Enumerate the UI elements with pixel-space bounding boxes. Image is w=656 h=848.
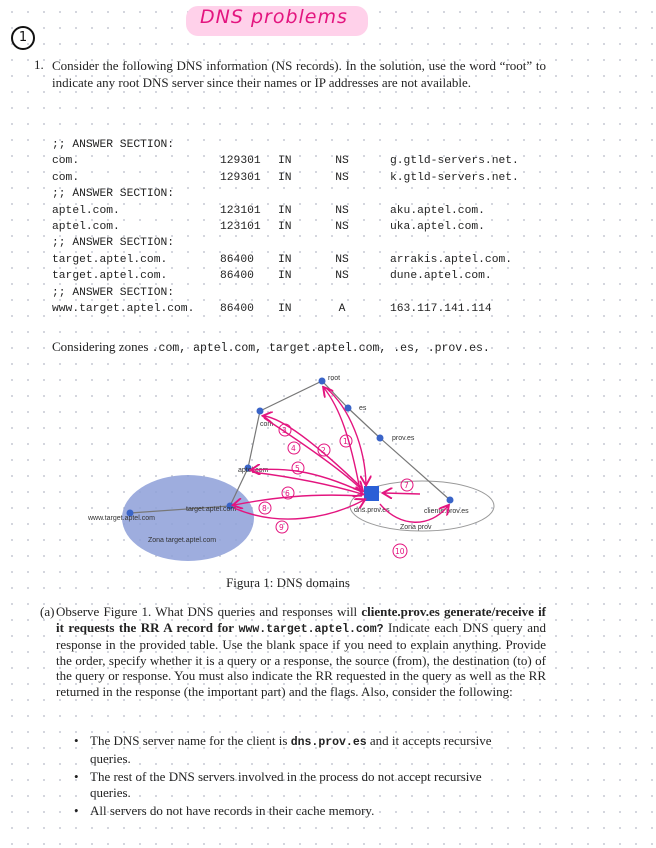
label-zone-target: Zona target.aptel.com <box>148 537 217 544</box>
ann-10: 10 <box>395 547 405 556</box>
record-class: IN <box>278 270 292 283</box>
record-value: aku.aptel.com. <box>390 204 485 217</box>
record-name: aptel.com. <box>52 220 120 233</box>
record-ttl: 129301 <box>220 155 261 168</box>
record-value: arrakis.aptel.com. <box>390 253 513 266</box>
record-name: com. <box>52 155 80 168</box>
title-annotation: DNS problems <box>200 6 348 28</box>
part-a-label: (a) <box>40 604 55 619</box>
zones-sentence <box>52 339 490 355</box>
record-value: 163.117.141.114 <box>390 302 492 315</box>
part-a-rest: Indicate each DNS query and response in the provided table. Use the blank space if you need to explain anything. Provide the order, specify whether it is a query or a response, the source (from), the destination (to) of the query or response. You must also indicate the RR requested in the query as well as the RR returned in the response (the important part) and the flags. Also, consider the following: <box>56 619 547 699</box>
node-dns-prov-es <box>364 486 379 501</box>
node-root <box>319 378 326 385</box>
record-class: IN <box>278 204 292 217</box>
label-root: root <box>328 375 341 382</box>
record-name: com. <box>52 171 80 184</box>
record-value: dune.aptel.com. <box>390 270 492 283</box>
label-com: com <box>260 421 274 428</box>
record-type: NS <box>335 253 349 266</box>
record-type: NS <box>335 171 349 184</box>
record-type: NS <box>335 270 349 283</box>
bullet-1: • The DNS server name for the client is dns.prov.es and it accepts recursive queries. <box>74 733 492 766</box>
part-a <box>40 604 546 700</box>
record-class: IN <box>278 155 292 168</box>
record-value: k.gtld-servers.net. <box>390 171 519 184</box>
record-ttl: 123101 <box>220 204 261 217</box>
record-class: IN <box>278 253 292 266</box>
record-class: IN <box>278 171 292 184</box>
record-ttl: 86400 <box>220 302 254 315</box>
label-aptel-com: aptel.com <box>238 467 269 474</box>
label-cliente: cliente.prov.es <box>424 508 469 515</box>
record-name: target.aptel.com. <box>52 253 168 266</box>
record-type: A <box>338 302 346 315</box>
ann-1: 1 <box>343 437 348 446</box>
record-ttl: 123101 <box>220 220 261 233</box>
label-prov-es: prov.es <box>392 435 415 442</box>
label-target-aptel-com: target.aptel.com <box>186 506 237 513</box>
ann-6: 6 <box>285 489 290 498</box>
record-ttl: 86400 <box>220 253 254 266</box>
section-label: ;; ANSWER SECTION: <box>52 139 175 151</box>
record-value: uka.aptel.com. <box>390 220 485 233</box>
dns-domain-figure <box>80 368 520 573</box>
label-dns-prov-es: dns.prov.es <box>354 507 390 514</box>
part-a-intro: Observe Figure 1. What DNS queries and responses will <box>56 604 358 619</box>
section-label: ;; ANSWER SECTION: <box>52 237 175 250</box>
label-www: www.target.aptel.com <box>88 515 155 522</box>
bullet-3: • All servers do not have records in their cache memory. <box>74 803 375 819</box>
bullet-list <box>74 733 504 822</box>
record-name: www.target.aptel.com. <box>52 302 195 315</box>
record-type: NS <box>335 220 349 233</box>
ann-8: 8 <box>262 504 267 513</box>
ann-5: 5 <box>295 464 300 473</box>
record-class: IN <box>278 302 292 315</box>
label-zone-prov: Zona prov <box>400 524 432 531</box>
section-label: ;; ANSWER SECTION: <box>52 188 175 201</box>
node-prov-es <box>377 435 384 442</box>
ann-7: 7 <box>404 481 409 490</box>
record-ttl: 86400 <box>220 270 254 283</box>
ann-9: 9 <box>279 523 284 532</box>
record-class: IN <box>278 220 292 233</box>
record-name: target.aptel.com. <box>52 270 168 283</box>
record-value: g.gtld-servers.net. <box>390 155 519 168</box>
question-number: 1. <box>34 57 44 72</box>
part-a-bold-q: cliente.prov.es generate/receive if it requests the RR A record for <box>56 604 547 635</box>
node-com <box>257 408 264 415</box>
question-text: Consider the following DNS information (NS records). In the solution, use the word “root” to indicate any root DNS server since their names or IP addresses are not available. <box>52 58 546 90</box>
ann-3: 3 <box>282 426 287 435</box>
node-cliente <box>447 497 454 504</box>
label-es: es <box>359 405 367 412</box>
zones-prefix: Considering zones <box>52 339 149 354</box>
circled-number: 1 <box>11 26 35 50</box>
section-label: ;; ANSWER SECTION: <box>52 286 175 299</box>
zones-list: .com, aptel.com, target.aptel.com, .es, .prov.es. <box>151 342 490 355</box>
record-type: NS <box>335 204 349 217</box>
record-ttl: 129301 <box>220 171 261 184</box>
ann-2: 2 <box>321 446 326 455</box>
ann-4: 4 <box>291 444 296 453</box>
part-a-body <box>56 604 546 700</box>
record-type: NS <box>335 155 349 168</box>
figure-caption: Figura 1: DNS domains <box>226 575 350 590</box>
bullet-2: • The rest of the DNS servers involved in the process do not accept recursive queries. <box>74 769 482 800</box>
part-a-mono-q: www.target.aptel.com? <box>238 622 384 636</box>
record-name: aptel.com. <box>52 204 120 217</box>
